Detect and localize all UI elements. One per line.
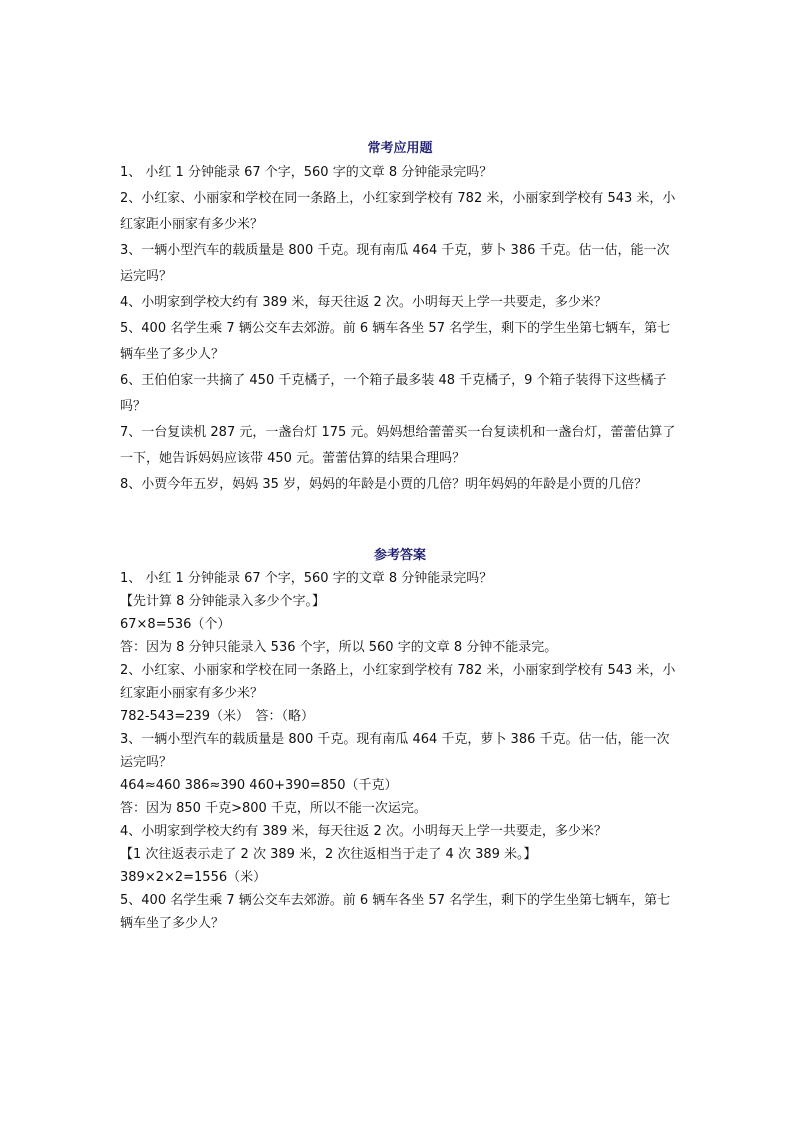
- answer-line: 【先计算 8 分钟能录入多少个字。】: [120, 594, 326, 609]
- answer-line: 464≈460 386≈390 460+390=850（千克）: [120, 778, 398, 793]
- question-item: 8、小贾今年五岁，妈妈 35 岁，妈妈的年龄是小贾的几倍？明年妈妈的年龄是小贾的几倍？: [120, 477, 648, 492]
- answer-line: 3、一辆小型汽车的载质量是 800 千克。现有南瓜 464 千克，萝卜 386 千克。估一估，能一次运完吗？: [120, 732, 670, 770]
- answer-line: 67×8=536（个）: [120, 617, 231, 632]
- question-item: 2、小红家、小丽家和学校在同一条路上，小红家到学校有 782 米，小丽家到学校有 543 米，小红家距小丽家有多少米？: [120, 191, 676, 232]
- answer-line: 389×2×2=1556（米）: [120, 870, 267, 885]
- questions-title: 常考应用题: [367, 141, 433, 156]
- section-spacer: [120, 498, 680, 545]
- answers-title: 参考答案: [373, 548, 426, 563]
- answer-line: 【1 次往返表示走了 2 次 389 米，2 次往返相当于走了 4 次 389 米。】: [120, 847, 537, 862]
- answer-line: 4、小明家到学校大约有 389 米，每天往返 2 次。小明每天上学一共要走，多少米？: [120, 824, 607, 839]
- question-item: 6、王伯伯家一共摘了 450 千克橘子，一个箱子最多装 48 千克橘子，9 个箱子装得下这些橘子吗？: [120, 373, 667, 414]
- question-item: 3、一辆小型汽车的载质量是 800 千克。现有南瓜 464 千克，萝卜 386 千克。估一估，能一次运完吗？: [120, 243, 670, 284]
- answer-line: 782-543=239（米） 答：（略）: [120, 709, 315, 724]
- question-item: 4、小明家到学校大约有 389 米，每天往返 2 次。小明每天上学一共要走，多少米？: [120, 295, 607, 310]
- answer-line: 答：因为 8 分钟只能录入 536 个字，所以 560 字的文章 8 分钟不能录完。: [120, 640, 558, 655]
- answer-line: 2、小红家、小丽家和学校在同一条路上，小红家到学校有 782 米，小丽家到学校有 543 米，小红家距小丽家有多少米？: [120, 663, 676, 701]
- question-item: 5、400 名学生乘 7 辆公交车去郊游。前 6 辆车各坐 57 名学生，剩下的学生坐第七辆车，第七辆车坐了多少人？: [120, 321, 671, 362]
- question-item: 1、 小红 1 分钟能录 67 个字，560 字的文章 8 分钟能录完吗？: [120, 165, 493, 180]
- answer-line: 答：因为 850 千克>800 千克，所以不能一次运完。: [120, 801, 427, 816]
- answer-line: 5、400 名学生乘 7 辆公交车去郊游。前 6 辆车各坐 57 名学生，剩下的学生坐第七辆车，第七辆车坐了多少人？: [120, 893, 671, 931]
- document-content: [120, 138, 680, 935]
- question-item: 7、一台复读机 287 元，一盏台灯 175 元。妈妈想给蕾蕾买一台复读机和一盏台灯，蕾蕾估算了一下，她告诉妈妈应该带 450 元。蕾蕾估算的结果合理吗？: [120, 425, 676, 466]
- answer-line: 1、 小红 1 分钟能录 67 个字，560 字的文章 8 分钟能录完吗？: [120, 571, 493, 586]
